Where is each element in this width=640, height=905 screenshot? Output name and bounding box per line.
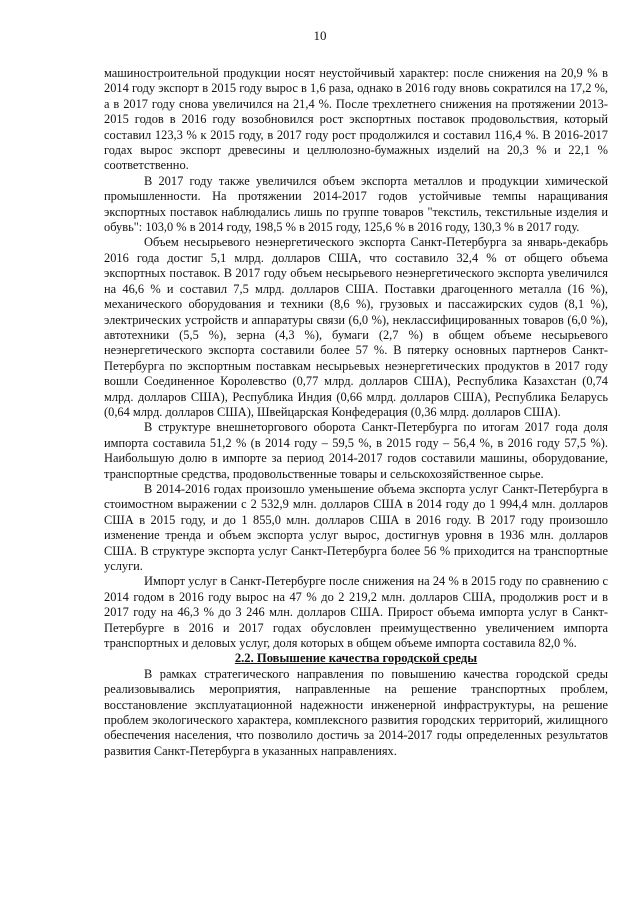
paragraph-urban-environment: В рамках стратегического направления по повышению качества городской среды реализовывались мероприятия, направленные на решение транспортных проблем, восстановление эксплуатационной надежности инженерной инфраструктуры, на решение проблем экологического характера, комплексного развития городских территорий, жилищного обеспечения населения, что позволило достичь за 2014-2017 годы определенных результатов развития Санкт-Петербурга в указанных направлениях. [104, 666, 608, 758]
paragraph-services-export: В 2014-2016 годах произошло уменьшение объема экспорта услуг Санкт-Петербурга в стоимостном выражении с 2 532,9 млн. долларов США в 2014 году до 1 994,4 млн. долларов США в 2015 году, и до 1 855,0 млн. долларов США в 2016 году. В 2017 году произошло изменение тренда и объем экспорта услуг вырос, достигнув уровня в 1936 млн. долларов США. В структуре экспорта услуг Санкт-Петербурга более 56 % приходится на транспортные услуги. [104, 481, 608, 573]
paragraph-machinery-export: машиностроительной продукции носят неустойчивый характер: после снижения на 20,9 % в 2014 году экспорт в 2015 году вырос в 1,6 раза, однако в 2016 году вновь сократился на 17,2 %, а в 2017 году снова увеличился на 21,4 %. После трехлетнего снижения на протяжении 2013-2015 годов в 2016 году возобновился рост экспортных поставок продовольствия, который составил 123,3 % к 2015 году, в 2017 году рост продолжился и составил 116,4 %. В 2016-2017 годах вырос экспорт древесины и целлюлозно-бумажных изделий на 20,3 % и 22,1 % соответственно. [104, 66, 608, 173]
paragraph-non-energy-export: Объем несырьевого неэнергетического экспорта Санкт-Петербурга за январь-декабрь 2016 года достиг 5,1 млрд. долларов США, что составило 32,4 % от общего объема экспортных поставок. В 2017 году объем несырьевого неэнергетического экспорта увеличился на 46,6 % и составил 7,5 млрд. долларов США. Поставки драгоценного металла (16 %), механического оборудования и техники (8,6 %), грузовых и пассажирских судов (8,1 %), электрических устройств и аппаратуры связи (6,0 %), неклассифицированных товаров (6,0 %), автотехники (5,5 %), зерна (4,3 %), бумаги (2,7 %) в общем объеме несырьевого неэнергетического экспорта составили более 57 %. В пятерку основных партнеров Санкт-Петербурга по экспортным поставкам несырьевых неэнергетических продуктов в 2017 году вошли Соединенное Королевство (0,77 млрд. долларов США), Республика Казахстан (0,74 млрд. долларов США), Республика Индия (0,66 млрд. долларов США), Республика Беларусь (0,64 млрд. долларов США), Швейцарская Конфедерация (0,36 млрд. долларов США). [104, 235, 608, 419]
section-heading: 2.2. Повышение качества городской среды [234, 651, 478, 666]
document-body [104, 66, 608, 759]
paragraph-services-import: Импорт услуг в Санкт-Петербурге после снижения на 24 % в 2015 году по сравнению с 2014 годом в 2016 году вырос на 47 % до 2 219,2 млн. долларов США, продолжив рост и в 2017 году на 46,3 % до 3 246 млн. долларов США. Прирост объема импорта услуг в Санкт-Петербурге в 2016 и 2017 годах обусловлен преимущественно увеличением импорта транспортных и деловых услуг, доля которых в общем объеме импорта составила 82,0 %. [104, 574, 608, 651]
page-number: 10 [313, 28, 327, 43]
paragraph-import-structure: В структуре внешнеторгового оборота Санкт-Петербурга по итогам 2017 года доля импорта составила 51,2 % (в 2014 году – 59,5 %, в 2015 году – 56,4 %, в 2016 году 57,5 %). Наибольшую долю в импорте за период 2014-2017 годов составили машины, оборудование, транспортные средства, продовольственные товары и сельскохозяйственное сырье. [104, 420, 608, 481]
paragraph-metals-chemicals: В 2017 году также увеличился объем экспорта металлов и продукции химической промышленности. На протяжении 2014-2017 годов устойчивые темпы наращивания экспортных поставок наблюдались лишь по группе товаров "текстиль, текстильные изделия и обувь": 103,0 % в 2014 году, 198,5 % в 2015 году, 125,6 % в 2016 году, 130,3 % в 2017 году. [104, 173, 608, 235]
